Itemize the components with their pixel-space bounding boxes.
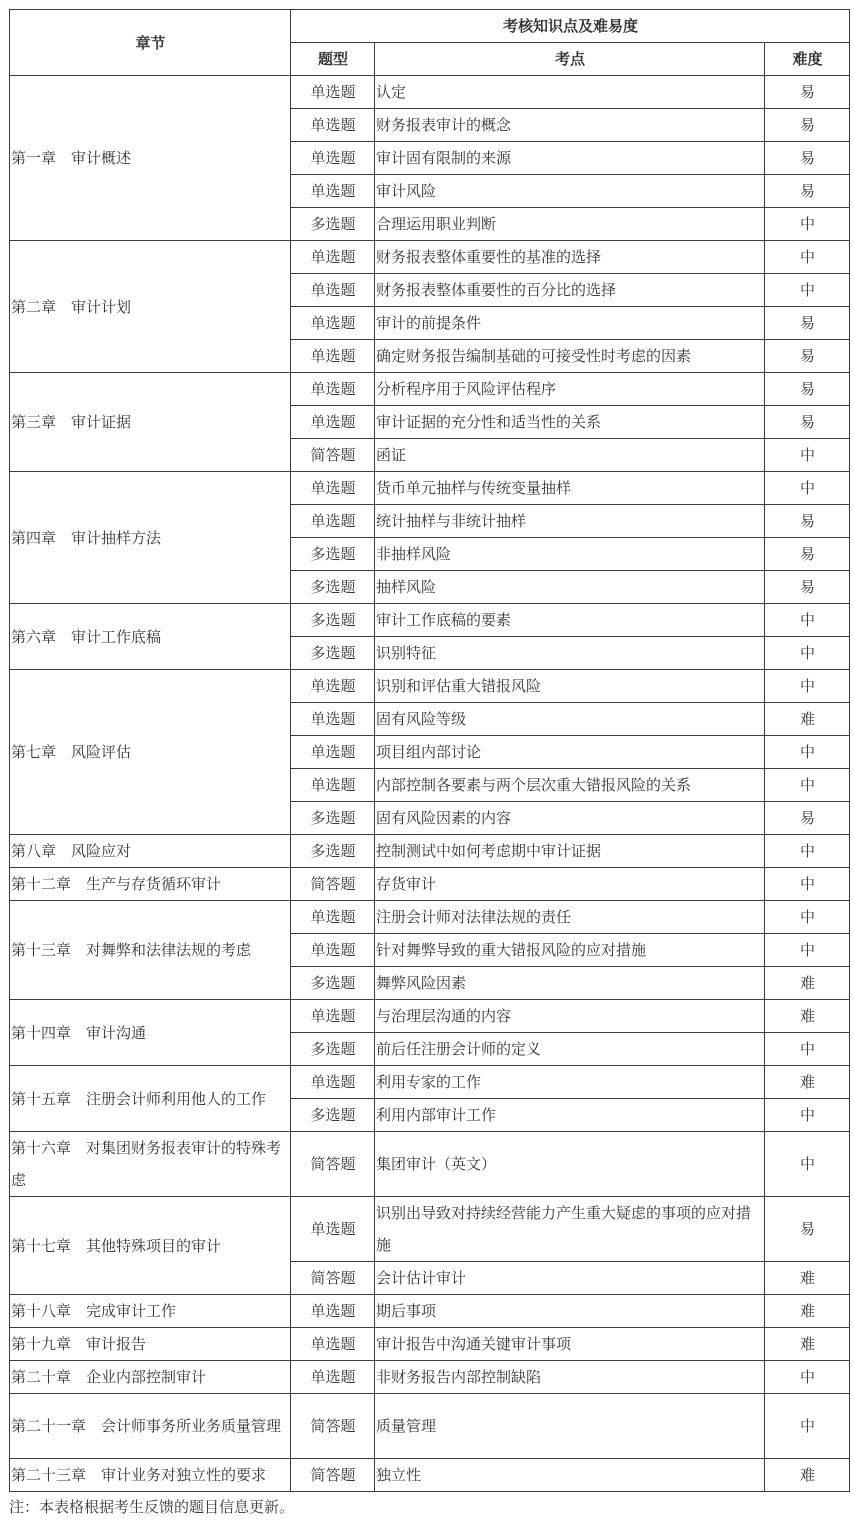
exam-point-cell: 审计固有限制的来源 bbox=[375, 142, 765, 175]
question-type-cell: 单选题 bbox=[291, 1000, 375, 1033]
table-row bbox=[10, 1132, 850, 1197]
question-type-cell: 简答题 bbox=[291, 1262, 375, 1295]
exam-point-cell: 合理运用职业判断 bbox=[375, 208, 765, 241]
difficulty-cell: 易 bbox=[765, 340, 850, 373]
question-type-cell: 单选题 bbox=[291, 472, 375, 505]
question-type-cell: 单选题 bbox=[291, 703, 375, 736]
chapter-cell: 第十九章 审计报告 bbox=[10, 1328, 291, 1361]
chapter-cell: 第十八章 完成审计工作 bbox=[10, 1295, 291, 1328]
exam-point-cell: 识别出导致对持续经营能力产生重大疑虑的事项的应对措施 bbox=[375, 1197, 765, 1262]
table-row bbox=[10, 1066, 850, 1099]
question-type-cell: 多选题 bbox=[291, 967, 375, 1000]
question-type-cell: 单选题 bbox=[291, 373, 375, 406]
exam-point-cell: 与治理层沟通的内容 bbox=[375, 1000, 765, 1033]
question-type-cell: 单选题 bbox=[291, 901, 375, 934]
exam-point-cell: 利用内部审计工作 bbox=[375, 1099, 765, 1132]
difficulty-cell: 难 bbox=[765, 703, 850, 736]
table-row bbox=[10, 1328, 850, 1361]
question-type-cell: 单选题 bbox=[291, 1328, 375, 1361]
difficulty-cell: 中 bbox=[765, 1394, 850, 1459]
exam-point-cell: 审计报告中沟通关键审计事项 bbox=[375, 1328, 765, 1361]
difficulty-cell: 难 bbox=[765, 1459, 850, 1492]
exam-point-cell: 函证 bbox=[375, 439, 765, 472]
chapter-cell: 第十二章 生产与存货循环审计 bbox=[10, 868, 291, 901]
question-type-cell: 单选题 bbox=[291, 934, 375, 967]
table-row bbox=[10, 1394, 850, 1459]
question-type-cell: 单选题 bbox=[291, 670, 375, 703]
difficulty-cell: 中 bbox=[765, 868, 850, 901]
exam-point-cell: 审计风险 bbox=[375, 175, 765, 208]
exam-point-cell: 内部控制各要素与两个层次重大错报风险的关系 bbox=[375, 769, 765, 802]
question-type-cell: 多选题 bbox=[291, 1099, 375, 1132]
exam-point-cell: 审计的前提条件 bbox=[375, 307, 765, 340]
question-type-cell: 多选题 bbox=[291, 208, 375, 241]
header-question-type: 题型 bbox=[291, 43, 375, 76]
difficulty-cell: 中 bbox=[765, 769, 850, 802]
difficulty-cell: 中 bbox=[765, 1361, 850, 1394]
table-row bbox=[10, 868, 850, 901]
chapter-cell: 第十五章 注册会计师利用他人的工作 bbox=[10, 1066, 291, 1132]
difficulty-cell: 难 bbox=[765, 1262, 850, 1295]
exam-point-cell: 非财务报告内部控制缺陷 bbox=[375, 1361, 765, 1394]
exam-point-cell: 审计证据的充分性和适当性的关系 bbox=[375, 406, 765, 439]
exam-point-cell: 针对舞弊导致的重大错报风险的应对措施 bbox=[375, 934, 765, 967]
header-chapter: 章节 bbox=[10, 10, 291, 76]
question-type-cell: 多选题 bbox=[291, 571, 375, 604]
table-row bbox=[10, 1361, 850, 1394]
exam-point-cell: 注册会计师对法律法规的责任 bbox=[375, 901, 765, 934]
difficulty-cell: 易 bbox=[765, 505, 850, 538]
exam-point-cell: 独立性 bbox=[375, 1459, 765, 1492]
question-type-cell: 单选题 bbox=[291, 142, 375, 175]
question-type-cell: 单选题 bbox=[291, 505, 375, 538]
difficulty-cell: 易 bbox=[765, 109, 850, 142]
chapter-cell: 第四章 审计抽样方法 bbox=[10, 472, 291, 604]
chapter-cell: 第二十一章 会计师事务所业务质量管理 bbox=[10, 1394, 291, 1459]
question-type-cell: 简答题 bbox=[291, 868, 375, 901]
table-row bbox=[10, 241, 850, 274]
difficulty-cell: 中 bbox=[765, 736, 850, 769]
question-type-cell: 单选题 bbox=[291, 241, 375, 274]
chapter-cell: 第三章 审计证据 bbox=[10, 373, 291, 472]
question-type-cell: 单选题 bbox=[291, 274, 375, 307]
difficulty-cell: 易 bbox=[765, 76, 850, 109]
question-type-cell: 简答题 bbox=[291, 1459, 375, 1492]
difficulty-cell: 难 bbox=[765, 1328, 850, 1361]
table-row bbox=[10, 604, 850, 637]
chapter-cell: 第十六章 对集团财务报表审计的特殊考虑 bbox=[10, 1132, 291, 1197]
exam-point-cell: 控制测试中如何考虑期中审计证据 bbox=[375, 835, 765, 868]
exam-point-cell: 项目组内部讨论 bbox=[375, 736, 765, 769]
exam-point-cell: 非抽样风险 bbox=[375, 538, 765, 571]
exam-point-cell: 财务报表审计的概念 bbox=[375, 109, 765, 142]
question-type-cell: 单选题 bbox=[291, 1066, 375, 1099]
header-knowledge-group: 考核知识点及难易度 bbox=[291, 10, 850, 43]
question-type-cell: 简答题 bbox=[291, 439, 375, 472]
question-type-cell: 多选题 bbox=[291, 604, 375, 637]
exam-point-cell: 前后任注册会计师的定义 bbox=[375, 1033, 765, 1066]
exam-point-cell: 集团审计（英文） bbox=[375, 1132, 765, 1197]
difficulty-cell: 中 bbox=[765, 1132, 850, 1197]
table-row bbox=[10, 835, 850, 868]
question-type-cell: 单选题 bbox=[291, 175, 375, 208]
question-type-cell: 单选题 bbox=[291, 406, 375, 439]
question-type-cell: 多选题 bbox=[291, 538, 375, 571]
exam-point-cell: 识别和评估重大错报风险 bbox=[375, 670, 765, 703]
chapter-cell: 第十四章 审计沟通 bbox=[10, 1000, 291, 1066]
difficulty-cell: 中 bbox=[765, 274, 850, 307]
difficulty-cell: 易 bbox=[765, 142, 850, 175]
exam-point-cell: 货币单元抽样与传统变量抽样 bbox=[375, 472, 765, 505]
exam-point-cell: 固有风险等级 bbox=[375, 703, 765, 736]
difficulty-cell: 易 bbox=[765, 802, 850, 835]
chapter-cell: 第二十三章 审计业务对独立性的要求 bbox=[10, 1459, 291, 1492]
difficulty-cell: 难 bbox=[765, 1295, 850, 1328]
table-row bbox=[10, 1459, 850, 1492]
exam-point-cell: 固有风险因素的内容 bbox=[375, 802, 765, 835]
table-row bbox=[10, 670, 850, 703]
exam-point-cell: 确定财务报告编制基础的可接受性时考虑的因素 bbox=[375, 340, 765, 373]
chapter-cell: 第十七章 其他特殊项目的审计 bbox=[10, 1197, 291, 1295]
difficulty-cell: 易 bbox=[765, 175, 850, 208]
table-row bbox=[10, 1197, 850, 1262]
table-row bbox=[10, 1000, 850, 1033]
exam-knowledge-table bbox=[9, 9, 850, 1492]
question-type-cell: 单选题 bbox=[291, 76, 375, 109]
chapter-cell: 第一章 审计概述 bbox=[10, 76, 291, 241]
chapter-cell: 第十三章 对舞弊和法律法规的考虑 bbox=[10, 901, 291, 1000]
difficulty-cell: 中 bbox=[765, 439, 850, 472]
difficulty-cell: 中 bbox=[765, 934, 850, 967]
difficulty-cell: 中 bbox=[765, 208, 850, 241]
chapter-cell: 第六章 审计工作底稿 bbox=[10, 604, 291, 670]
question-type-cell: 多选题 bbox=[291, 835, 375, 868]
exam-point-cell: 质量管理 bbox=[375, 1394, 765, 1459]
question-type-cell: 多选题 bbox=[291, 637, 375, 670]
header-exam-point: 考点 bbox=[375, 43, 765, 76]
difficulty-cell: 易 bbox=[765, 1197, 850, 1262]
exam-point-cell: 审计工作底稿的要素 bbox=[375, 604, 765, 637]
exam-point-cell: 存货审计 bbox=[375, 868, 765, 901]
table-row bbox=[10, 76, 850, 109]
question-type-cell: 单选题 bbox=[291, 340, 375, 373]
exam-point-cell: 财务报表整体重要性的百分比的选择 bbox=[375, 274, 765, 307]
exam-point-cell: 财务报表整体重要性的基准的选择 bbox=[375, 241, 765, 274]
exam-point-cell: 识别特征 bbox=[375, 637, 765, 670]
exam-point-cell: 抽样风险 bbox=[375, 571, 765, 604]
difficulty-cell: 易 bbox=[765, 406, 850, 439]
difficulty-cell: 难 bbox=[765, 967, 850, 1000]
exam-point-cell: 期后事项 bbox=[375, 1295, 765, 1328]
difficulty-cell: 易 bbox=[765, 571, 850, 604]
question-type-cell: 简答题 bbox=[291, 1394, 375, 1459]
exam-point-cell: 舞弊风险因素 bbox=[375, 967, 765, 1000]
question-type-cell: 单选题 bbox=[291, 1197, 375, 1262]
chapter-cell: 第二章 审计计划 bbox=[10, 241, 291, 373]
difficulty-cell: 中 bbox=[765, 604, 850, 637]
exam-point-cell: 利用专家的工作 bbox=[375, 1066, 765, 1099]
exam-point-cell: 认定 bbox=[375, 76, 765, 109]
question-type-cell: 单选题 bbox=[291, 109, 375, 142]
difficulty-cell: 中 bbox=[765, 670, 850, 703]
table-row bbox=[10, 1295, 850, 1328]
question-type-cell: 多选题 bbox=[291, 1033, 375, 1066]
difficulty-cell: 中 bbox=[765, 1033, 850, 1066]
header-difficulty: 难度 bbox=[765, 43, 850, 76]
difficulty-cell: 易 bbox=[765, 307, 850, 340]
question-type-cell: 多选题 bbox=[291, 802, 375, 835]
difficulty-cell: 中 bbox=[765, 241, 850, 274]
difficulty-cell: 中 bbox=[765, 472, 850, 505]
table-body bbox=[10, 76, 850, 1492]
difficulty-cell: 易 bbox=[765, 538, 850, 571]
question-type-cell: 单选题 bbox=[291, 736, 375, 769]
table-note: 注：本表格根据考生反馈的题目信息更新。 bbox=[9, 1498, 295, 1516]
table-row bbox=[10, 472, 850, 505]
difficulty-cell: 易 bbox=[765, 373, 850, 406]
difficulty-cell: 难 bbox=[765, 1000, 850, 1033]
question-type-cell: 单选题 bbox=[291, 307, 375, 340]
table-row bbox=[10, 901, 850, 934]
exam-point-cell: 会计估计审计 bbox=[375, 1262, 765, 1295]
chapter-cell: 第七章 风险评估 bbox=[10, 670, 291, 835]
question-type-cell: 单选题 bbox=[291, 1295, 375, 1328]
question-type-cell: 单选题 bbox=[291, 769, 375, 802]
exam-point-cell: 统计抽样与非统计抽样 bbox=[375, 505, 765, 538]
exam-point-cell: 分析程序用于风险评估程序 bbox=[375, 373, 765, 406]
difficulty-cell: 难 bbox=[765, 1066, 850, 1099]
chapter-cell: 第二十章 企业内部控制审计 bbox=[10, 1361, 291, 1394]
question-type-cell: 简答题 bbox=[291, 1132, 375, 1197]
difficulty-cell: 中 bbox=[765, 637, 850, 670]
chapter-cell: 第八章 风险应对 bbox=[10, 835, 291, 868]
table-row bbox=[10, 373, 850, 406]
difficulty-cell: 中 bbox=[765, 835, 850, 868]
difficulty-cell: 中 bbox=[765, 1099, 850, 1132]
difficulty-cell: 中 bbox=[765, 901, 850, 934]
question-type-cell: 单选题 bbox=[291, 1361, 375, 1394]
